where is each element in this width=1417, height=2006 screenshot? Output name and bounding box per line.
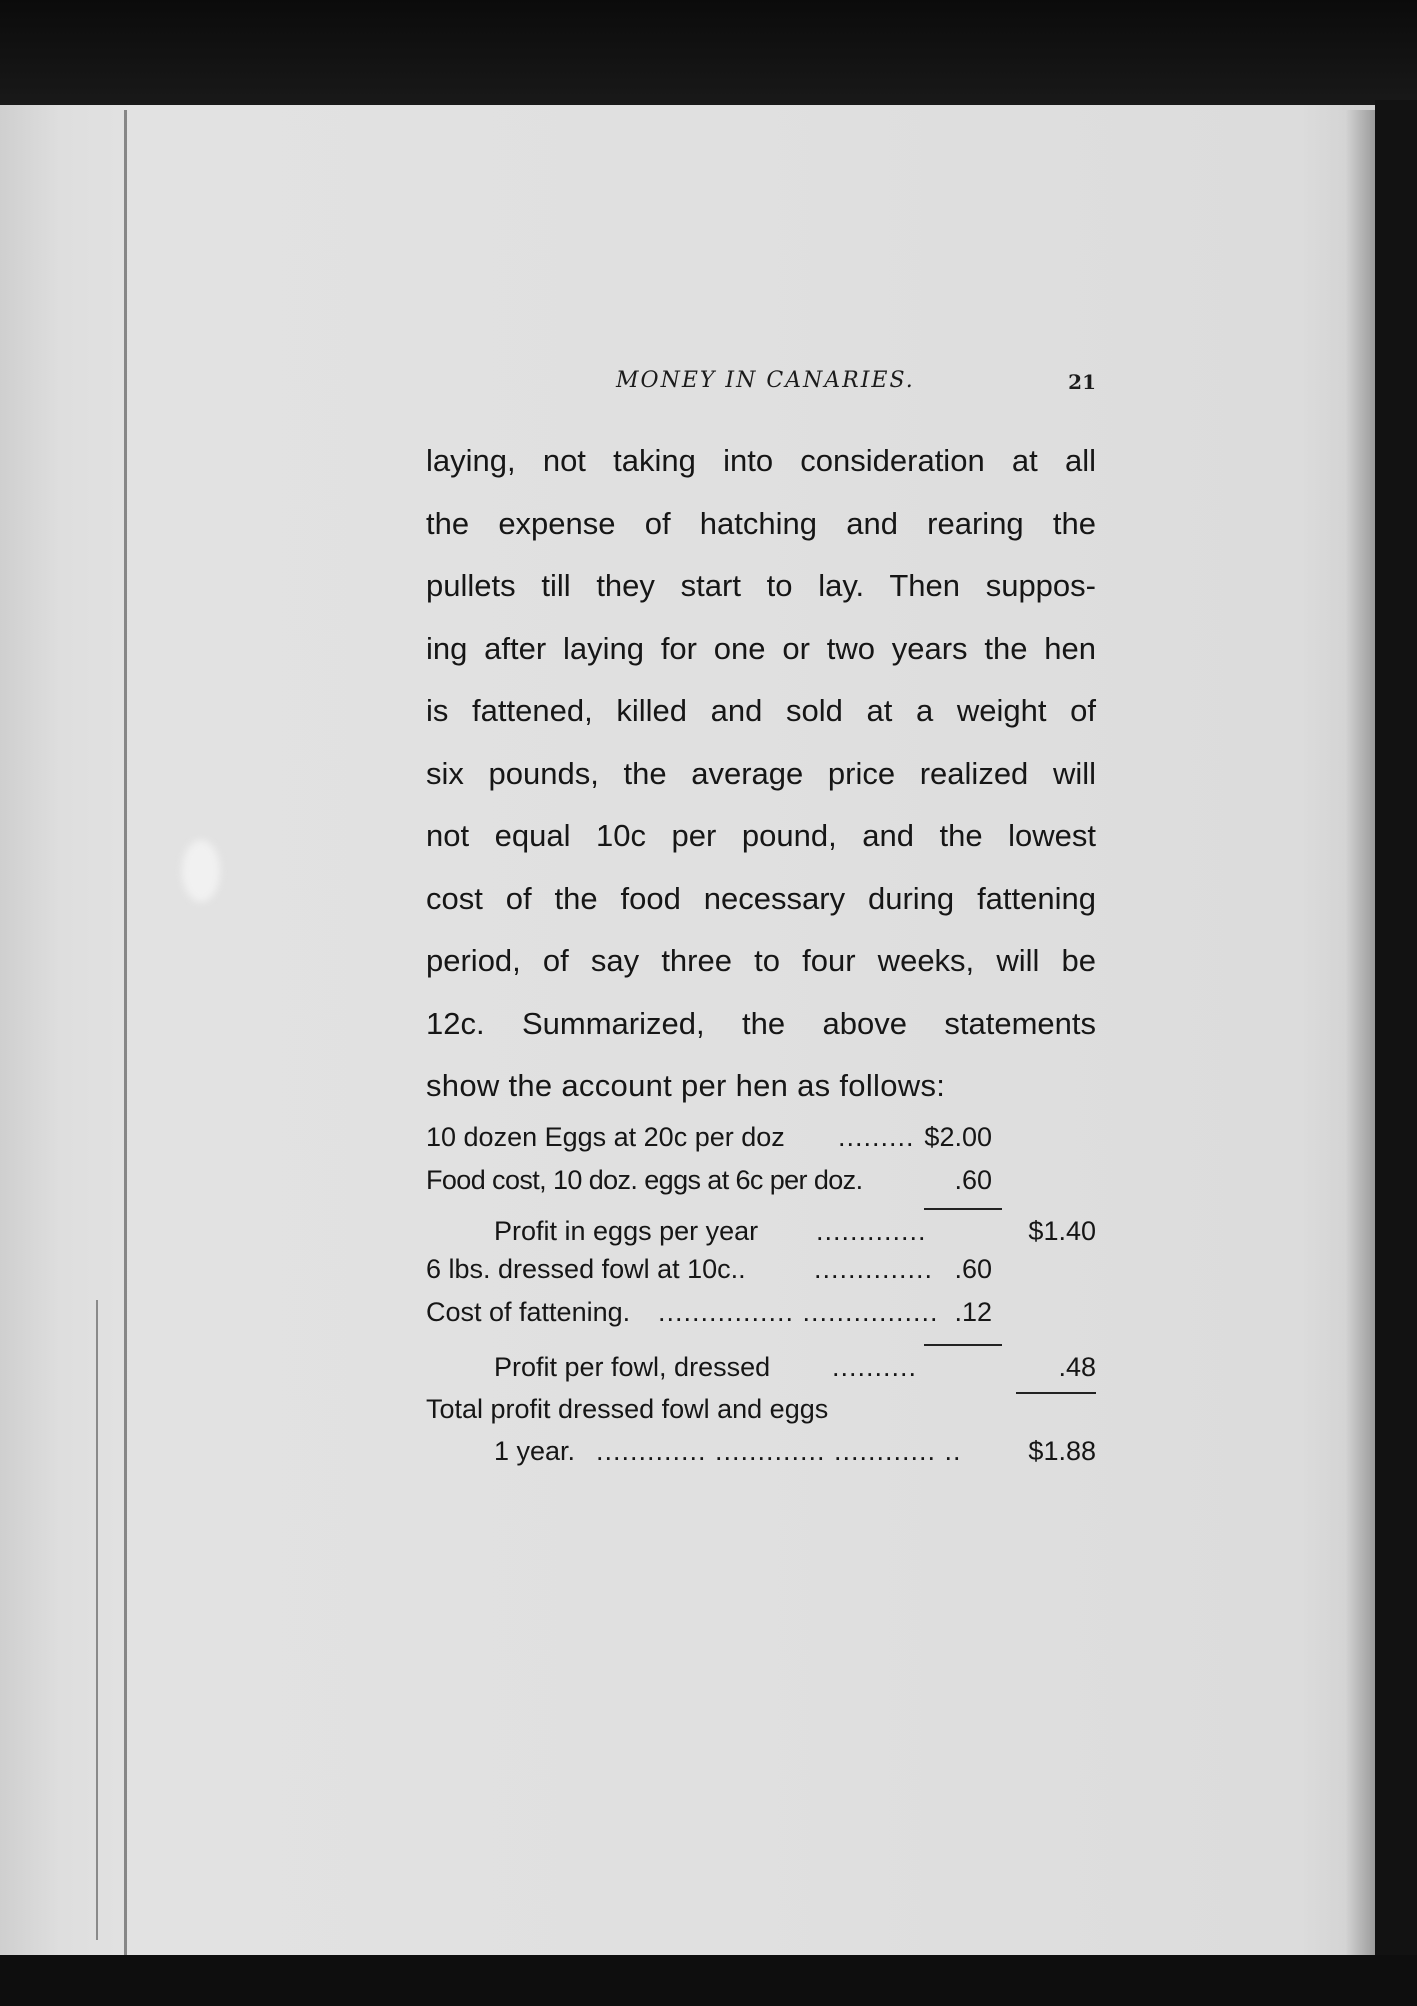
- scan-border-right: [1375, 100, 1417, 1970]
- total-leader-dots: ............. ............. ............ ..: [596, 1436, 962, 1466]
- scan-border-top: [0, 0, 1417, 120]
- account-row-profit-eggs: [426, 1208, 1096, 1254]
- paragraph-line: laying, not taking into consideration at all: [426, 443, 1096, 478]
- running-head-title: MONEY IN CANARIES.: [616, 368, 915, 393]
- paragraph-line: show the account per hen as follows:: [426, 1068, 946, 1103]
- page-edge-shadow: [1345, 110, 1375, 1960]
- total-label: Total profit dressed fowl and eggs: [426, 1394, 829, 1424]
- body-paragraph: [426, 430, 1096, 1118]
- scan-border-bottom: [0, 1955, 1417, 2006]
- paragraph-line: is fattened, killed and sold at a weight of: [426, 693, 1096, 728]
- binding-gutter-line: [124, 110, 127, 1960]
- paragraph-line: the expense of hatching and rearing the: [426, 505, 1096, 541]
- profit-fowl-label: Profit per fowl, dressed: [494, 1352, 771, 1382]
- fattening-amount: .12: [954, 1297, 992, 1327]
- page-smudge: [182, 840, 220, 902]
- total-year-label: 1 year.: [494, 1436, 576, 1466]
- fattening-label: Cost of fattening.: [426, 1297, 631, 1327]
- paragraph-line: cost of the food necessary during fattening: [426, 880, 1096, 916]
- paragraph-line: six pounds, the average price realized will: [426, 755, 1096, 791]
- profit-eggs-amount: $1.40: [1028, 1216, 1096, 1246]
- paragraph-line: 12c. Summarized, the above statements: [426, 1005, 1096, 1041]
- paragraph-line: pullets till they start to lay. Then suppos-: [426, 568, 1096, 603]
- eggs-label: 10 dozen Eggs at 20c per doz: [426, 1122, 785, 1152]
- fowl-amount: .60: [954, 1254, 992, 1284]
- account-row-fattening: [426, 1297, 1096, 1340]
- account-row-eggs: [426, 1122, 1096, 1165]
- running-head: [426, 364, 1096, 404]
- fowl-label: 6 lbs. dressed fowl at 10c..: [426, 1254, 746, 1284]
- food-amount: .60: [954, 1165, 992, 1195]
- subtotal-rule: [924, 1208, 1002, 1210]
- account-row-fowl: [426, 1254, 1096, 1297]
- profit-eggs-label: Profit in eggs per year: [494, 1216, 759, 1246]
- account-row-profit-fowl: [426, 1340, 1096, 1388]
- profit-eggs-leader-dots: .............: [816, 1216, 927, 1246]
- fowl-leader-dots: ..............: [814, 1254, 934, 1284]
- profit-fowl-leader-dots: ..........: [832, 1352, 918, 1382]
- paragraph-line: ing after laying for one or two years the hen: [426, 630, 1096, 666]
- account-row-food: [426, 1165, 1096, 1208]
- total-amount: $1.88: [1028, 1436, 1096, 1466]
- account-row-total: [426, 1394, 1096, 1436]
- paragraph-line: not equal 10c per pound, and the lowest: [426, 818, 1096, 853]
- profit-fowl-amount: .48: [1058, 1352, 1096, 1382]
- binding-gutter-line-lower: [96, 1300, 98, 1940]
- page-number: 21: [1068, 370, 1096, 394]
- account-row-total-year: [426, 1436, 1096, 1479]
- paragraph-line: period, of say three to four weeks, will be: [426, 943, 1096, 978]
- account-table: [426, 1122, 1096, 1479]
- fattening-leader-dots: ................ ................: [658, 1297, 939, 1327]
- subtotal-rule: [924, 1344, 1002, 1346]
- eggs-leader-dots: .........: [838, 1122, 915, 1152]
- eggs-amount: $2.00: [924, 1122, 992, 1152]
- food-label: Food cost, 10 doz. eggs at 6c per doz.: [426, 1165, 863, 1195]
